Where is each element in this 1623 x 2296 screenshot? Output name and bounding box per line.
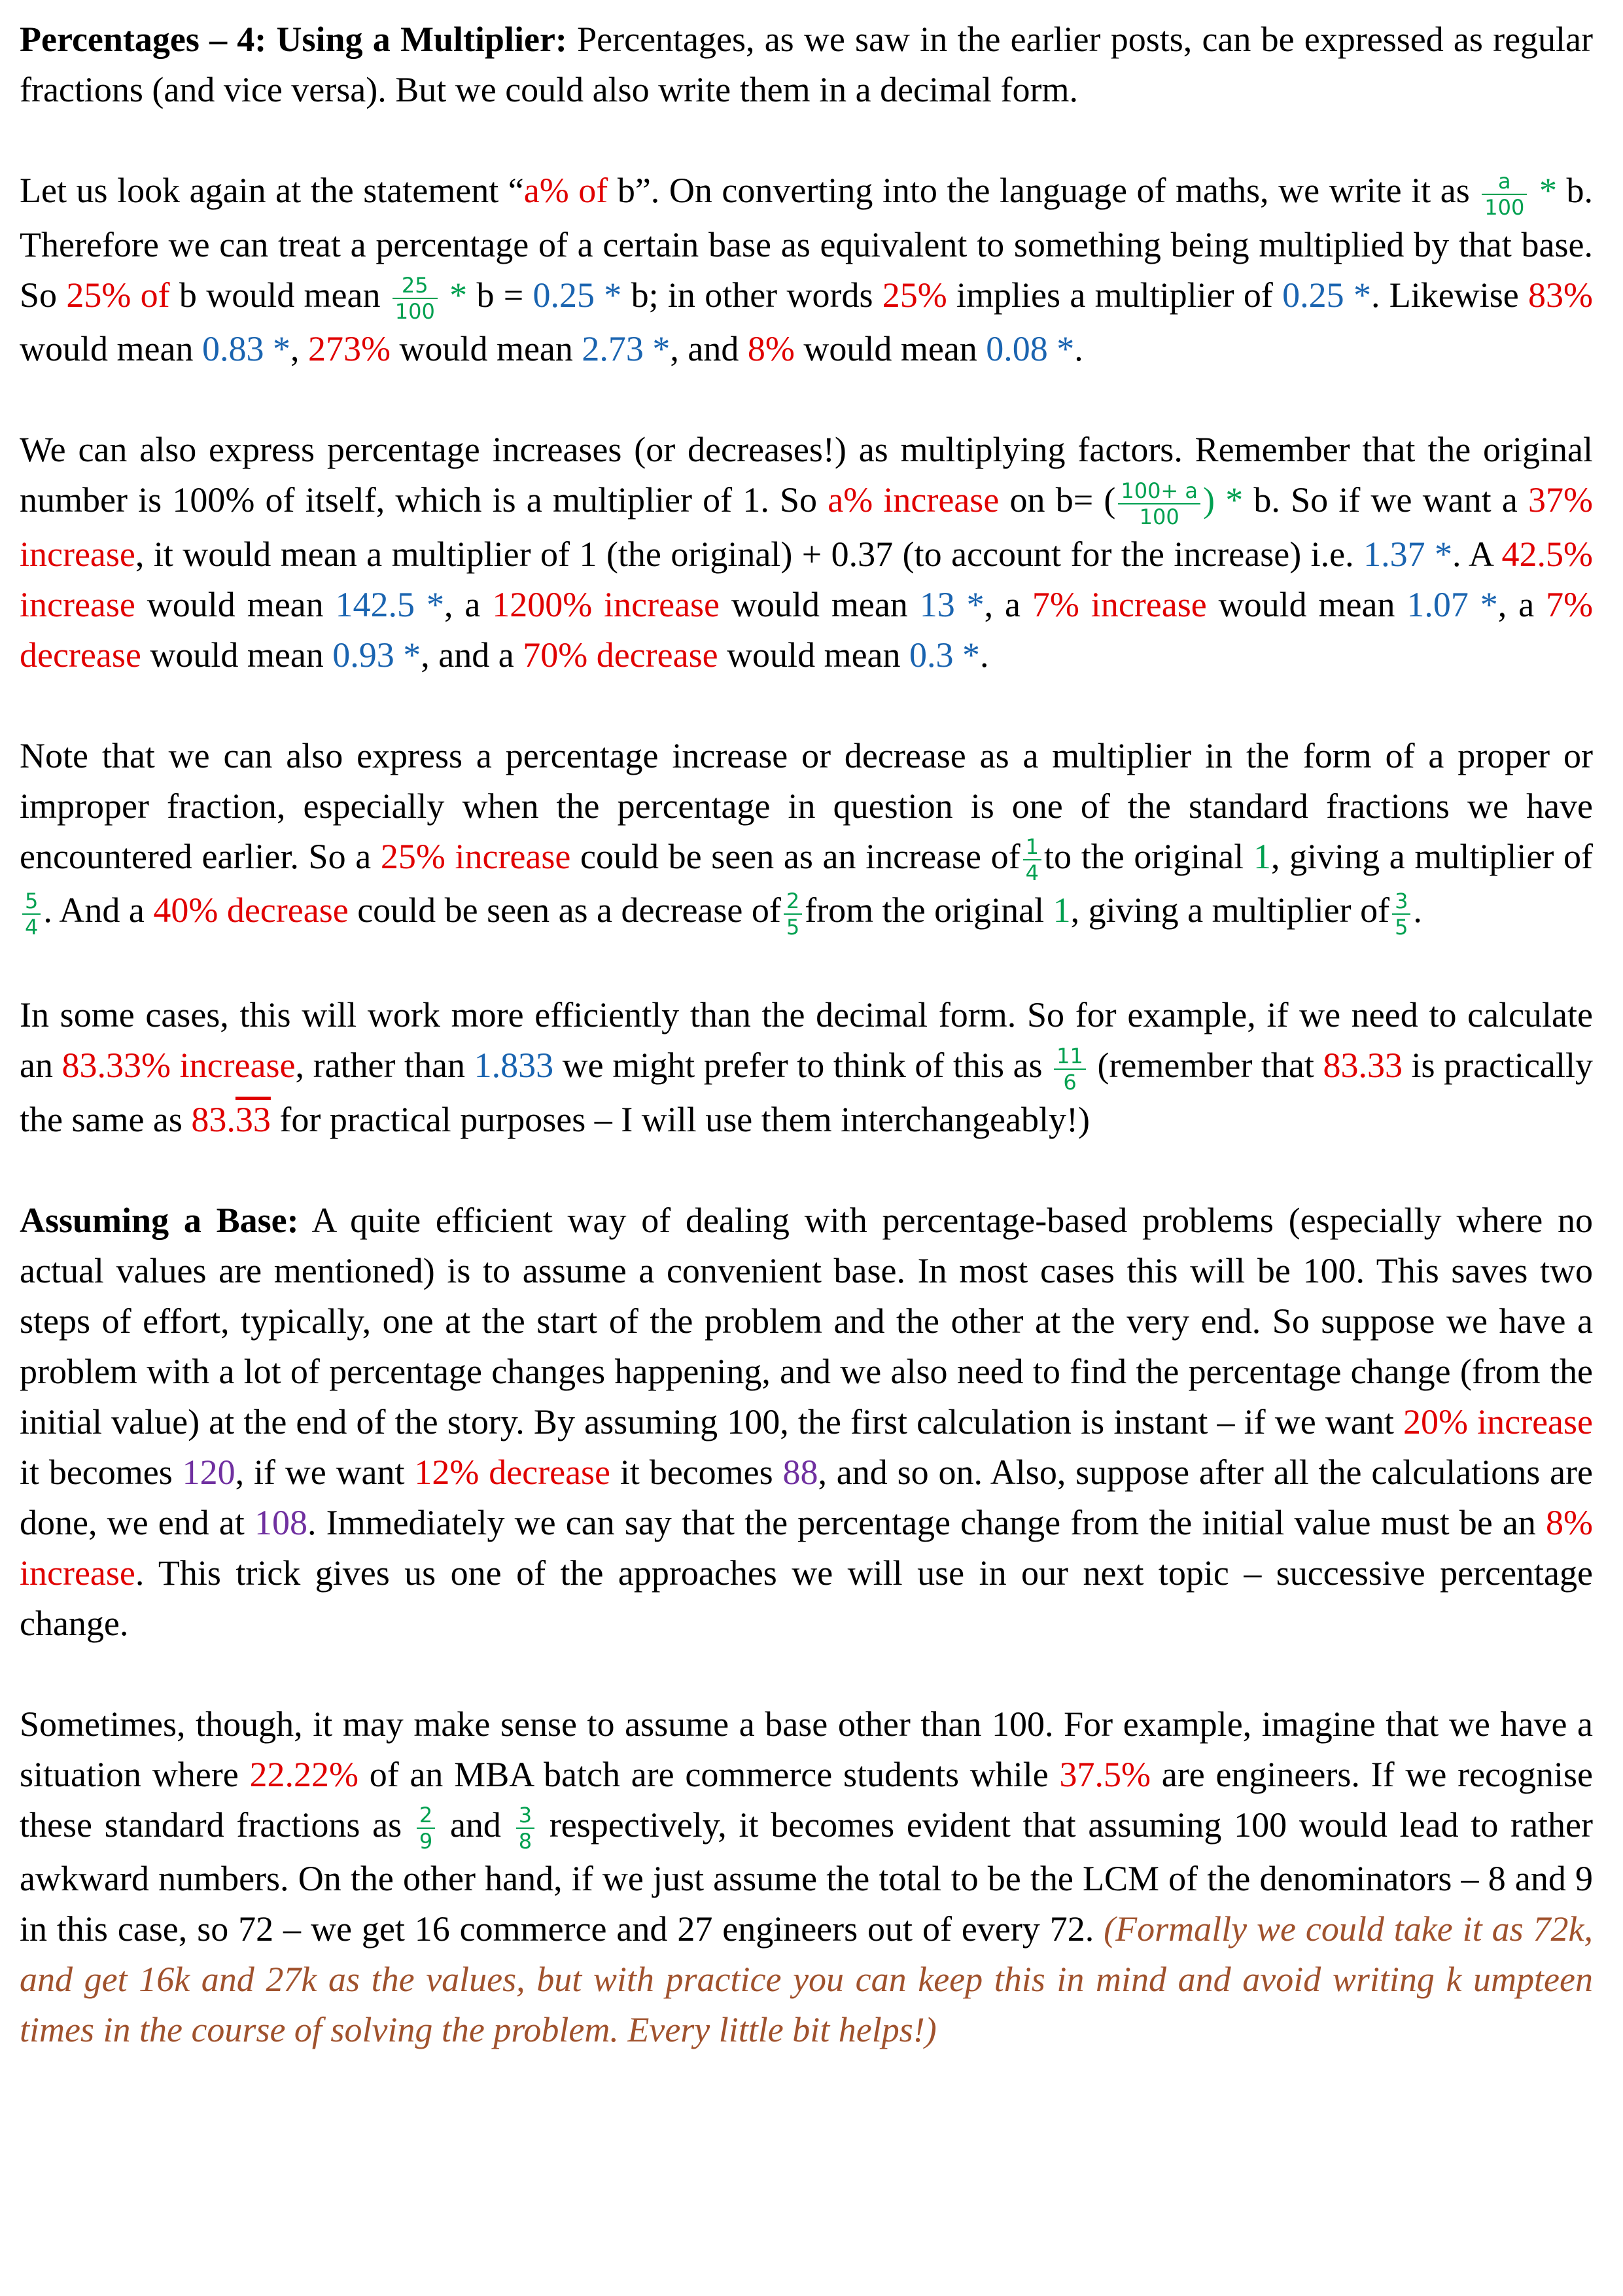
paragraph-fraction-multipliers: Note that we can also express a percentage increase or decrease as a multiplier in the form of a proper or improper fraction, especially when the percentage in question is one of the standard fractions we have encountered earlier. So a 25% increase could be seen as an increase of $\frac{1}{4}$ to the original 1, giving a multiplier of $\frac{5}{4}$ . And a 40% decrease could be seen as a decrease of $\frac{2}{5}$ from the original 1, giving a multiplier of $\frac{3}{5}$ . (20, 735, 1593, 940)
paragraph-multiplier-intro: Percentages – 4: Using a Multiplier: Percentages, as we saw in the earlier posts, can be expressed as regular fractions (and vice versa). But we could also write them in a decimal form. (20, 20, 1593, 109)
fraction-25-over-100: $\frac{25}{100}$ (393, 273, 438, 324)
paragraph-gap (20, 1649, 1593, 1699)
section-heading-multiplier: Percentages – 4: Using a Multiplier: (20, 20, 567, 59)
paragraph-a-percent-of-b: Let us look again at the statement “a% of b”. On converting into the language of maths, we write it as $\frac{a}{100}$ * b. Therefore we can treat a percentage of a certain base as equivalent to something being multiplied by that base. So 25% of b would mean $\frac{25}{100}$ * b = 0.25 * b; in other words 25% implies a multiplier of 0.25 *. Likewise 83% would mean 0.83 *, 273% would mean 2.73 *, and 8% would mean 0.08 *. (20, 168, 1594, 369)
fraction-100-plus-a-over-100: $\frac{100+ a}{100}$ (1118, 478, 1200, 529)
fraction-3-over-5: $\frac{3}{5}$ (1392, 889, 1410, 940)
fraction-1-over-4: $\frac{1}{4}$ (1023, 834, 1041, 885)
document-page (20, 14, 1593, 2055)
recurring-decimal: 83.33 (191, 1099, 271, 1139)
fraction-2-over-9: $\frac{2}{9}$ (417, 1803, 435, 1854)
paragraph-gap (20, 1145, 1593, 1195)
paragraph-gap (20, 940, 1593, 990)
paragraph-efficiency-example: In some cases, this will work more efficiently than the decimal form. So for example, if we need to calculate an 83.33% increase, rather than 1.833 we might prefer to think of this as $\frac{11}{6}$ (remember that 83.33 is practically the same as 83.33 for practical purposes – I will use them interchangeably!) (20, 995, 1593, 1139)
fraction-2-over-5: $\frac{2}{5}$ (784, 889, 802, 940)
paragraph-percentage-increase-factors: We can also express percentage increases (or decreases!) as multiplying factors. Remember that the original number is 100% of itself, which is a multiplier of 1. So a% increase on b= ( $\frac{100+ a}{100}$ ) * b. So if we want a 37% increase, it would mean a multiplier of 1 (the original) + 0.37 (to account for the increase) i.e. 1.37 *. A 42.5% increase would mean 142.5 *, a 1200% increase would mean 13 *, a 7% increase would mean 1.07 *, a 7% decrease would mean 0.93 *, and a 70% decrease would mean 0.3 *. (20, 430, 1594, 675)
fraction-5-over-4: $\frac{5}{4}$ (22, 889, 41, 940)
paragraph-assuming-base: Assuming a Base: A quite efficient way of dealing with percentage-based problems (especially where no actual values are mentioned) is to assume a convenient base. In most cases this will be 100. This saves two steps of effort, typically, one at the start of the problem and the other at the very end. So suppose we have a problem with a lot of percentage changes happening, and we also need to find the percentage change (from the initial value) at the end of the story. By assuming 100, the first calculation is instant – if we want 20% increase it becomes 120, if we want 12% decrease it becomes 88, and so on. Also, suppose after all the calculations are done, we end at 108. Immediately we can say that the percentage change from the initial value must be an 8% increase. This trick gives us one of the approaches we will use in our next topic – successive percentage change. (20, 1200, 1594, 1643)
section-heading-assuming-base: Assuming a Base: (20, 1200, 299, 1240)
fraction-11-over-6: $\frac{11}{6}$ (1054, 1044, 1086, 1095)
italic-note: (Formally we could take it as 72k, and get 16k and 27k as the values, but with practice you can keep this in mind and avoid writing k umpteen times in the course of solving the problem. Every little bit helps!) (20, 1909, 1593, 2050)
paragraph-gap (20, 115, 1593, 166)
fraction-3-over-8: $\frac{3}{8}$ (516, 1803, 534, 1854)
paragraph-gap (20, 680, 1593, 731)
paragraph-gap (20, 374, 1593, 425)
recurring-digits: 33 (235, 1099, 271, 1139)
fraction-a-over-100: $\frac{a}{100}$ (1482, 169, 1527, 220)
paragraph-other-base: Sometimes, though, it may make sense to assume a base other than 100. For example, imagine that we have a situation where 22.22% of an MBA batch are commerce students while 37.5% are engineers. If we recognise these standard fractions as $\frac{2}{9}$ and $\frac{3}{8}$ respectively, it becomes evident that assuming 100 would lead to rather awkward numbers. On the other hand, if we just assume the total to be the LCM of the denominators – 8 and 9 in this case, so 72 – we get 16 commerce and 27 engineers out of every 72. (Formally we could take it as 72k, and get 16k and 27k as the values, but with practice you can keep this in mind and avoid writing k umpteen times in the course of solving the problem. Every little bit helps!) (20, 1704, 1594, 2050)
